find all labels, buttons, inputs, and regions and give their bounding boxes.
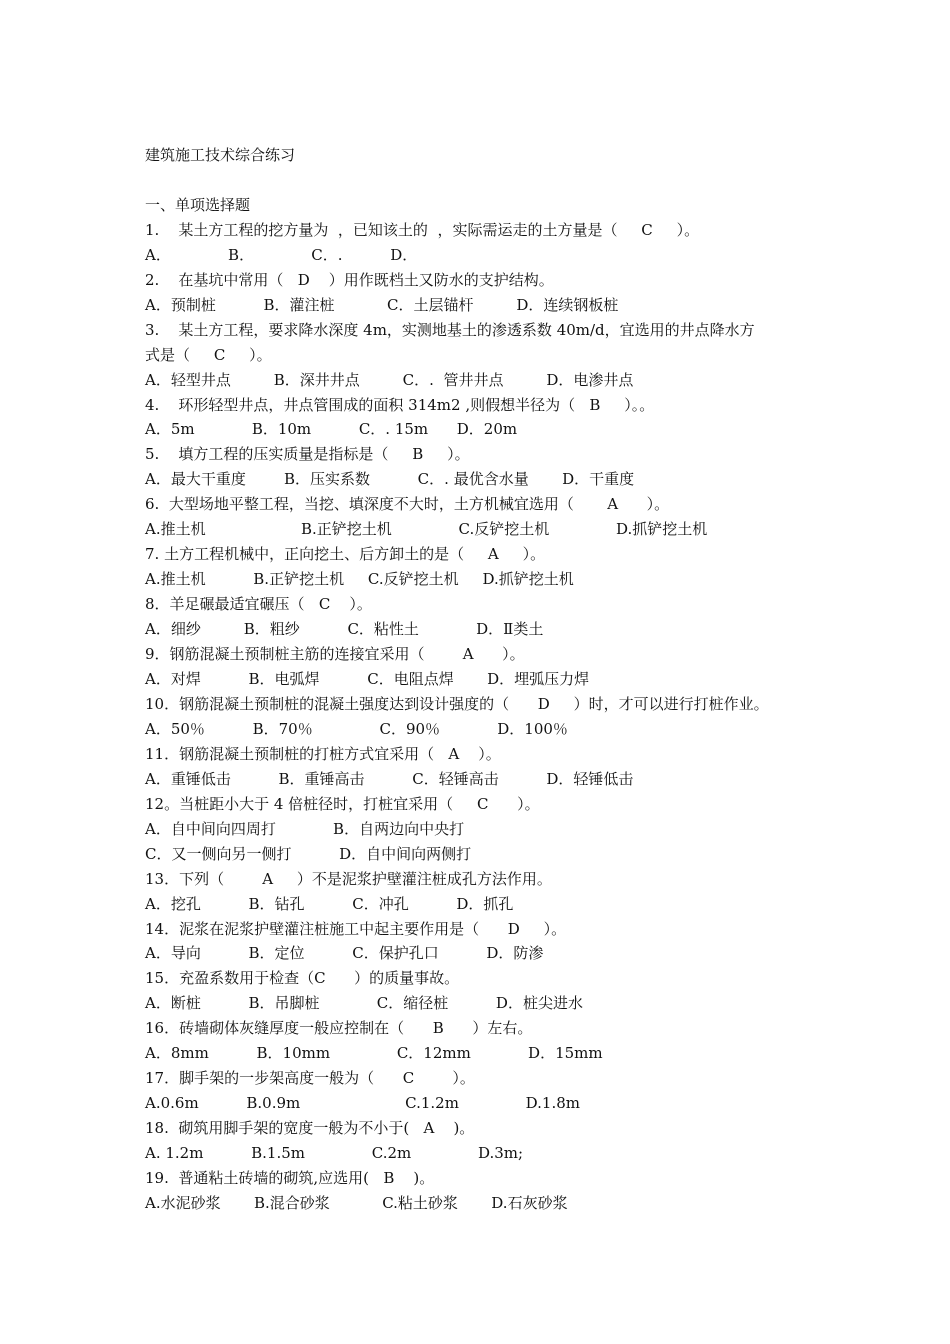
answer-options: A．最大干重度 B．压实系数 C．. 最优含水量 D．干重度 [145, 470, 635, 489]
question-list [145, 218, 835, 1216]
question-text: 6. 大型场地平整工程，当挖、填深度不大时，土方机械宜选用（ A ）。 [145, 495, 670, 514]
document-page [145, 143, 835, 1216]
answer-options: A.0.6m B.0.9m C.1.2m D.1.8m [145, 1094, 581, 1113]
answer-options: A．预制桩 B．灌注桩 C．土层锚杆 D．连续钢板桩 [145, 295, 619, 314]
answer-options: A.推土机 B.正铲挖土机 C.反铲挖土机 D.抓铲挖土机 [145, 570, 574, 589]
question-text: 17．脚手架的一步架高度一般为（ C ）。 [145, 1069, 475, 1088]
question-text: 15．充盈系数用于检查（C ）的质量事故。 [145, 969, 460, 988]
question-text: 13．下列（ A ）不是泥浆护壁灌注桩成孔方法作用。 [145, 869, 552, 888]
question-text: 3. 某土方工程，要求降水深度 4m，实测地基土的渗透系数 40m/d，宜选用的井点降水方 [145, 320, 755, 339]
question-text: 10．钢筋混凝土预制桩的混凝土强度达到设计强度的（ D ）时，才可以进行打桩作业。 [145, 694, 769, 713]
answer-options: A． B． C．. D． [145, 245, 418, 264]
question-text: 2. 在基坑中常用（ D ）用作既档土又防水的支护结构。 [145, 270, 554, 289]
question-text: 19. 普通粘土砖墙的砌筑,应选用( B )。 [145, 1169, 435, 1188]
answer-options: A．细纱 B．粗纱 C．粘性土 D．Ⅱ类土 [145, 620, 544, 639]
question-text: 1. 某土方工程的挖方量为 ，已知该土的 ，实际需运走的土方量是（ C ）。 [145, 220, 700, 239]
answer-options: A．50％ B．70％ C．90％ D．100％ [145, 719, 568, 738]
document-title: 建筑施工技术综合练习 [145, 146, 296, 164]
question-text: 5. 填方工程的压实质量是指标是（ B ）。 [145, 445, 470, 464]
question-text: 4. 环形轻型井点，井点管围成的面积 314m2 ,则假想半径为（ B ）。。 [145, 395, 655, 414]
answer-options: A．5m B．10m C．. 15m D．20m [145, 420, 518, 439]
question-text: 18. 砌筑用脚手架的宽度一般为不小于( A )。 [145, 1119, 475, 1138]
question-text: 14．泥浆在泥浆护壁灌注桩施工中起主要作用是（ D ）。 [145, 919, 567, 938]
question-text: 16．砖墙砌体灰缝厚度一般应控制在（ B ）左右。 [145, 1019, 533, 1038]
answer-options: A.水泥砂浆 B.混合砂浆 C.粘土砂浆 D.石灰砂浆 [145, 1194, 568, 1213]
question-text: 式是（ C ）。 [145, 345, 272, 364]
answer-options: A．导向 B．定位 C．保护孔口 D．防渗 [145, 944, 544, 963]
answer-options: A．自中间向四周打 B．自两边向中央打 [145, 819, 465, 838]
answer-options: A.推土机 B.正铲挖土机 C.反铲挖土机 D.抓铲挖土机 [145, 520, 708, 539]
answer-options: A．8mm B．10mm C．12mm D．15mm [145, 1044, 603, 1063]
answer-options: A．对焊 B．电弧焊 C．电阻点焊 D．埋弧压力焊 [145, 670, 590, 688]
answer-options: A．轻型井点 B．深井井点 C．. 管井井点 D．电渗井点 [145, 370, 634, 389]
answer-options: A．断桩 B．吊脚桩 C．缩径桩 D．桩尖进水 [145, 994, 583, 1013]
question-text: 9．钢筋混凝土预制桩主筋的连接宜采用（ A ）。 [145, 645, 525, 664]
answer-options: A．重锤低击 B．重锤高击 C．轻锤高击 D．轻锤低击 [145, 769, 634, 788]
question-text: 7. 土方工程机械中，正向挖土、后方卸土的是（ A ）。 [145, 545, 546, 564]
question-text: 8．羊足碾最适宜碾压（ C ）。 [145, 595, 372, 614]
section-heading: 一、单项选择题 [145, 195, 251, 214]
answer-options: A. 1.2m B.1.5m C.2m D.3m; [145, 1144, 524, 1163]
question-text: 11．钢筋混凝土预制桩的打桩方式宜采用（ A ）。 [145, 744, 501, 763]
answer-options: C．又一侧向另一侧打 D．自中间向两侧打 [145, 844, 472, 863]
answer-options: A．挖孔 B．钻孔 C．冲孔 D．抓孔 [145, 894, 514, 913]
question-text: 12。当桩距小大于 4 倍桩径时，打桩宜采用（ C ）。 [145, 794, 540, 813]
